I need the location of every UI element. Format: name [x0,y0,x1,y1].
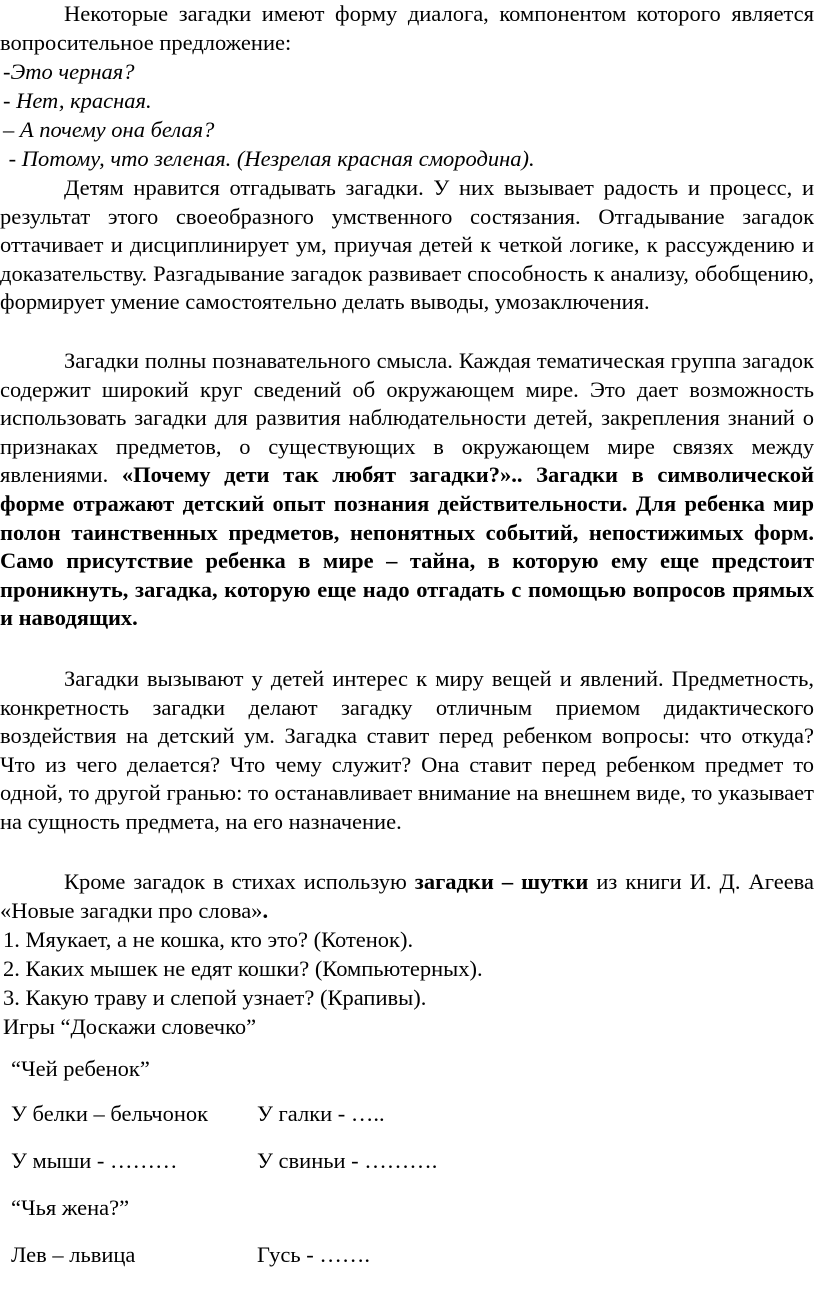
game-cell: У белки – бельчонок [11,1101,209,1126]
paragraph-riddles-interest: Загадки вызывают у детей интерес к миру вещей и явлений. Предметность, конкретность загадки делают загадку отличным приемом дидактического воздействия на детский ум. Загадка ставит перед ребенком вопросы: что откуда? Что из чего делается? Что чему служит? Она ставит перед ребенком предмет то одной, то другой гранью: то останавливает внимание на внешнем виде, то указывает на сущность предмета, на его назначение. [0,666,814,834]
game-cell: У мыши - ……… [11,1148,178,1173]
bold-joke-riddles: загадки – шутки [414,869,589,894]
riddle-item: 1. Мяукает, а не кошка, кто это? (Котенок). [3,927,414,952]
game-cell: У галки - ….. [257,1101,385,1126]
game-title-whose-child: “Чей ребенок” [11,1056,150,1081]
dialog-line: -Это черная? [3,59,135,84]
intro-paragraph: Некоторые загадки имеют форму диалога, компонентом которого является вопросительное предложение: [0,1,814,55]
bold-why-children-love-riddles: «Почему дети так любят загадки?».. Загадки в символической форме отражают детский опыт познания действительности. Для ребенка мир полон таинственных предметов, непонятных событий, непостижимых форм. Само присутствие ребенка в мире – тайна, в которую ему еще предстоит проникнуть, загадка, которую еще надо отгадать с помощью вопросов прямых и наводящих. [0,462,814,631]
riddle-item: 3. Какую траву и слепой узнает? (Крапивы). [3,985,427,1010]
dialog-line: - Потому, что зеленая. (Незрелая красная смородина). [3,146,535,171]
games-title: Игры “Доскажи словечко” [3,1014,257,1039]
dialog-line: - Нет, красная. [3,88,152,113]
paragraph-children-like-riddles: Детям нравится отгадывать загадки. У них вызывает радость и процесс, и результат этого своеобразного умственного состязания. Отгадывание загадок оттачивает и дисциплинирует ум, приучая детей к четкой логике, к рассуждению и доказательству. Разгадывание загадок развивает способность к анализу, обобщению, формирует умение самостоятельно делать выводы, умозаключения. [0,175,814,315]
riddle-item: 2. Каких мышек не едят кошки? (Компьютерных). [3,956,483,981]
game-title-whose-wife: “Чья жена?” [11,1195,130,1220]
paragraph-joke-riddles: Кроме загадок в стихах использую загадки – шутки из книги И. Д. Агеева «Новые загадки про слова». [0,869,814,923]
dialog-line: – А почему она белая? [3,117,215,142]
game-cell: У свиньи - ………. [257,1148,438,1173]
game-cell: Гусь - ……. [257,1242,371,1267]
game-cell: Лев – львица [11,1242,136,1267]
paragraph-cognitive-meaning: Загадки полны познавательного смысла. Каждая тематическая группа загадок содержит широкий круг сведений об окружающем мире. Это дает возможность использовать загадки для развития наблюдательности детей, закрепления знаний о признаках предметов, о существующих в окружающем мире связях между явлениями. «Почему дети так любят загадки?».. Загадки в символической форме отражают детский опыт познания действительности. Для ребенка мир полон таинственных предметов, непонятных событий, непостижимых форм. Само присутствие ребенка в мире – тайна, в которую ему еще предстоит проникнуть, загадка, которую еще надо отгадать с помощью вопросов прямых и наводящих. [0,348,814,631]
